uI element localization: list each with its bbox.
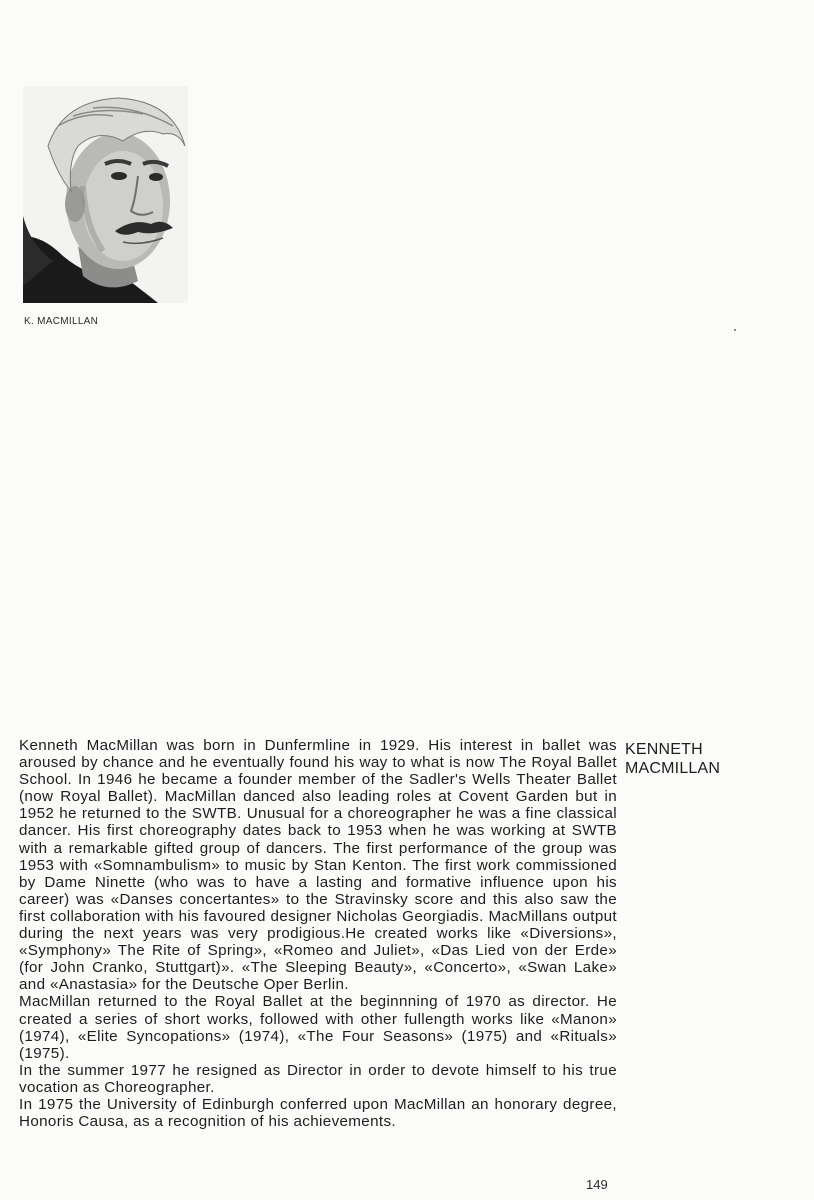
biography-paragraph: In 1975 the University of Edinburgh conferred upon MacMillan an honorary degree, Honoris Causa, as a recognition of his achievements. [19, 1095, 617, 1131]
portrait-photo [23, 86, 188, 303]
heading-first-name: KENNETH [625, 741, 703, 758]
biography-paragraph: MacMillan returned to the Royal Ballet at the beginnning of 1970 as director. He created a series of short works, followed with other fullength works like «Manon» (1974), «Elite Syncopations» (1974), «The Four Seasons» (1975) and «Rituals» (1975). [19, 993, 617, 1062]
name-heading [625, 740, 720, 778]
heading-last-name: MACMILLAN [625, 760, 721, 777]
page-speck [734, 329, 736, 331]
biography-paragraph: In the summer 1977 he resigned as Director in order to devote himself to his true vocation as Choreographer. [19, 1061, 617, 1096]
photo-caption: K. MACMILLAN [24, 316, 99, 327]
page-number: 149 [586, 1177, 608, 1192]
biography-text [19, 737, 617, 1130]
biography-paragraph: Kenneth MacMillan was born in Dunfermline in 1929. His interest in ballet was aroused by chance and he eventually found his way to what is now The Royal Ballet School. In 1946 he became a founder member of the Sadler's Wells Theater Ballet (now Royal Ballet). MacMillan danced also leading roles at Covent Garden but in 1952 he returned to the SWTB. Unusual for a choreographer he was a fine classical dancer. His first choreography dates back to 1953 when he was working at SWTB with a remarkable gifted group of dancers. The first performance of the group was 1953 with «Somnambulism» to music by Stan Kenton. The first work commissioned by Dame Ninette (who was to have a lasting and formative influence upon his career) was «Danses concertantes» to the Stravinsky score and this also saw the first collaboration with his favoured designer Nicholas Georgiadis. MacMillans output during the next years was very prodigious.He created works like «Diversions», «Symphony» The Rite of Spring», «Romeo and Juliet», «Das Lied von der Erde» (for John Cranko, Stuttgart)». «The Sleeping Beauty», «Concerto», «Swan Lake» and «Anastasia» for the Deutsche Oper Berlin. [19, 737, 617, 994]
